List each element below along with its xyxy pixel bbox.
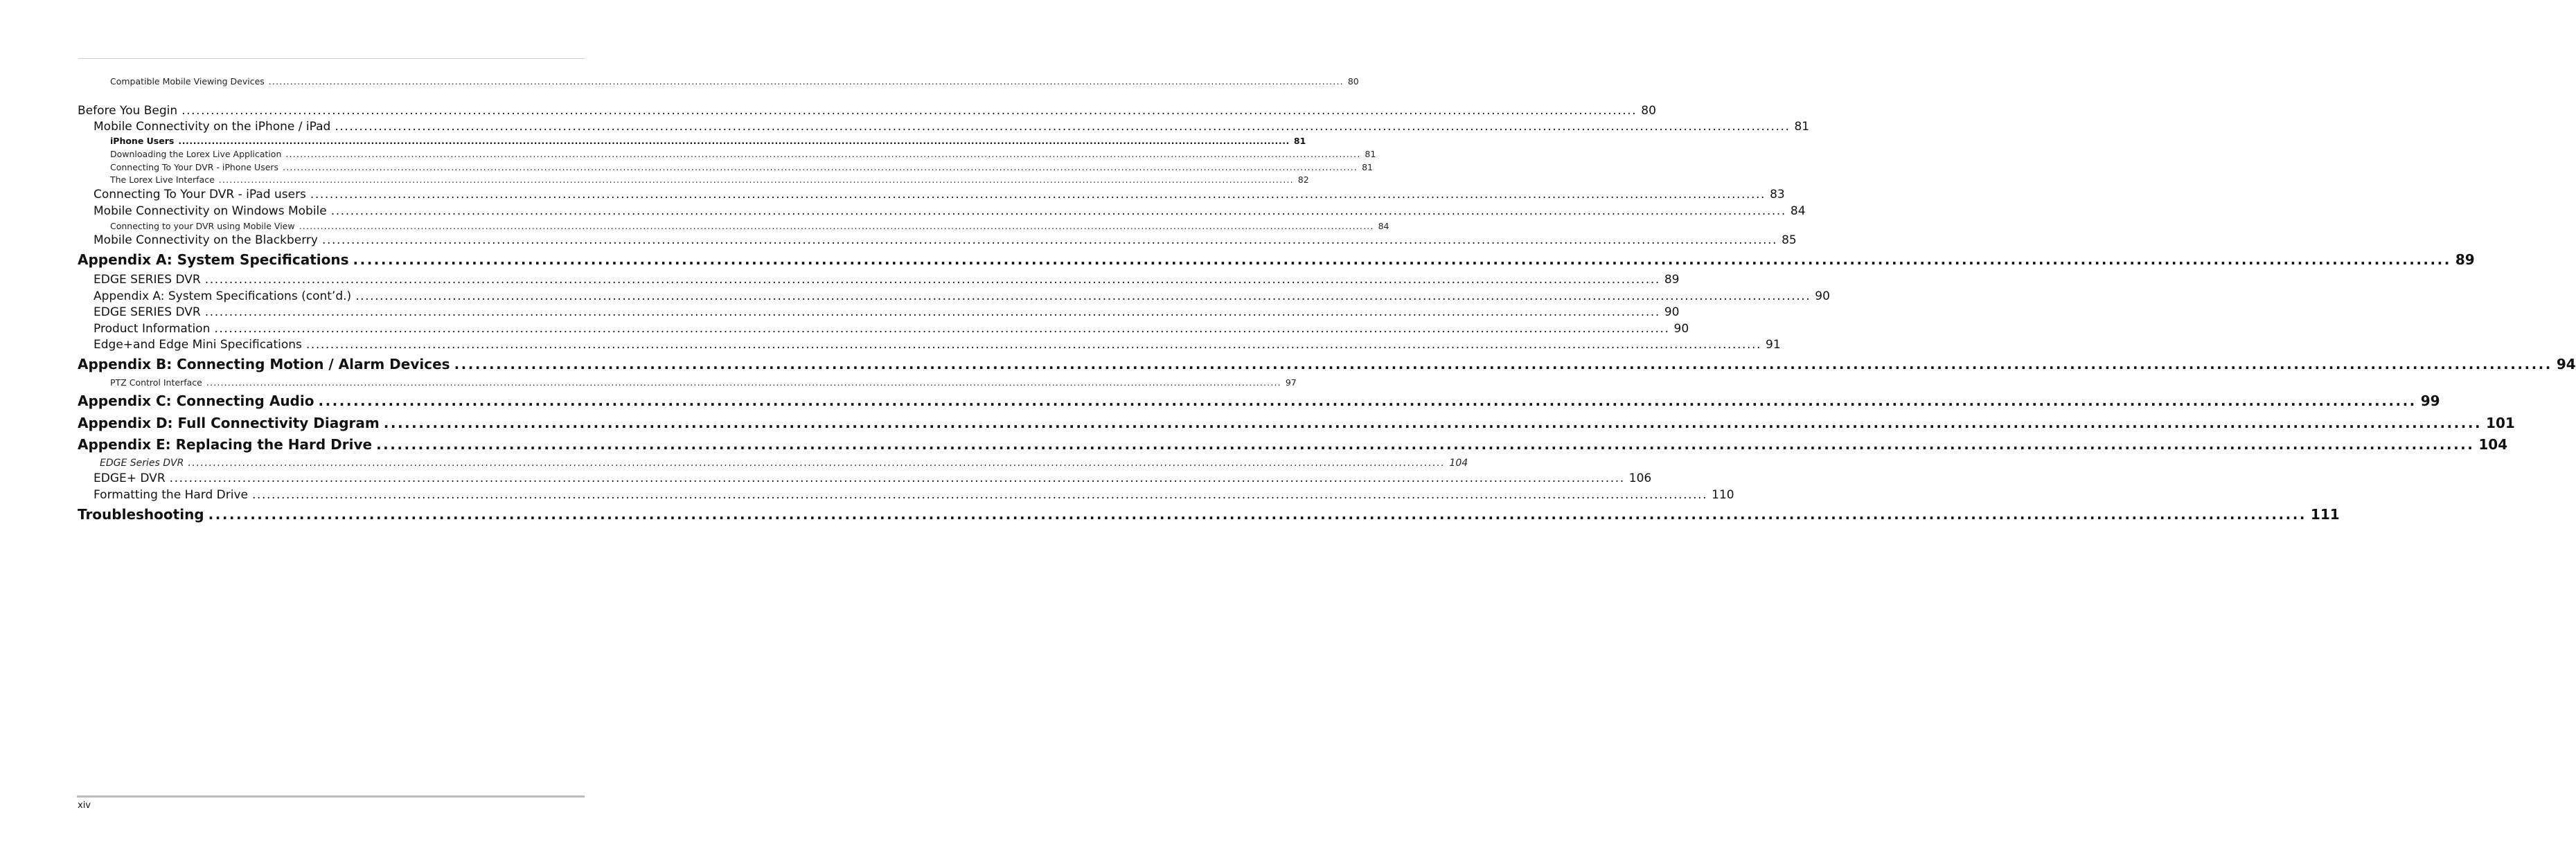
toc-entry-title: Appendix E: Replacing the Hard Drive bbox=[78, 436, 373, 453]
toc-entry-title: Downloading the Lorex Live Application bbox=[110, 149, 282, 159]
dot-leader: ............................................................................................................................................................................................................................................................................................................ bbox=[214, 322, 1670, 336]
toc-entry[interactable] bbox=[94, 322, 1689, 336]
toc-entry[interactable] bbox=[94, 120, 1810, 134]
toc-entry-title: Connecting To Your DVR - iPhone Users bbox=[110, 162, 279, 172]
toc-entry[interactable] bbox=[94, 188, 1785, 201]
toc-entry-title: PTZ Control Interface bbox=[110, 377, 202, 388]
toc-entry-title: Connecting To Your DVR - iPad users bbox=[94, 188, 306, 201]
toc-entry-page: 111 bbox=[2310, 506, 2340, 523]
toc-entry-title: Compatible Mobile Viewing Devices bbox=[110, 76, 265, 87]
dot-leader: ............................................................................................................................................................................................................................................................................................................ bbox=[268, 76, 1344, 87]
toc-entry[interactable] bbox=[94, 233, 1797, 247]
toc-entry-title: Product Information bbox=[94, 322, 211, 336]
toc-entry-page: 84 bbox=[1378, 221, 1389, 231]
toc-entry[interactable] bbox=[110, 221, 1389, 231]
toc-entry[interactable] bbox=[94, 204, 1806, 218]
dot-leader: ............................................................................................................................................................................................................................................................................................................ bbox=[169, 471, 1625, 485]
toc-entry-page: 110 bbox=[1712, 488, 1734, 502]
footer-rule bbox=[77, 795, 585, 798]
dot-leader: ............................................................................................................................................................................................................................................................................................................ bbox=[283, 162, 1358, 172]
toc-entry-title: EDGE+ DVR bbox=[94, 471, 166, 485]
toc-entry-title: Appendix A: System Specifications bbox=[78, 251, 349, 268]
toc-entry-page: 104 bbox=[1449, 458, 1468, 469]
toc-entry-title: Mobile Connectivity on Windows Mobile bbox=[94, 204, 327, 218]
toc-entry-page: 81 bbox=[1365, 149, 1376, 159]
dot-leader: ............................................................................................................................................................................................................................................................................................................ bbox=[321, 233, 1778, 247]
dot-leader: ............................................................................................................................................................................................................................................................................................................ bbox=[299, 221, 1374, 231]
toc-entry-page: 81 bbox=[1362, 162, 1373, 172]
toc-entry-title: EDGE SERIES DVR bbox=[94, 273, 201, 287]
dot-leader: ............................................................................................................................................................................................................................................................................................................ bbox=[208, 506, 2307, 523]
dot-leader: ............................................................................................................................................................................................................................................................................................................ bbox=[181, 104, 1637, 118]
toc-entry-title: Troubleshooting bbox=[78, 506, 204, 523]
dot-leader: ............................................................................................................................................................................................................................................................................................................ bbox=[310, 188, 1766, 201]
toc-entry-title: Connecting to your DVR using Mobile View bbox=[110, 221, 295, 231]
toc-entry[interactable] bbox=[110, 377, 1297, 388]
toc-entry[interactable] bbox=[78, 415, 2515, 431]
toc-entry-page: 80 bbox=[1641, 104, 1656, 118]
toc-entry-page: 84 bbox=[1790, 204, 1806, 218]
toc-entry[interactable] bbox=[100, 458, 1468, 469]
toc-entry-page: 104 bbox=[2478, 436, 2508, 453]
toc-entry-title: Appendix B: Connecting Motion / Alarm Devices bbox=[78, 356, 450, 372]
toc-entry-title: Edge+and Edge Mini Specifications bbox=[94, 338, 302, 352]
toc-entry-page: 97 bbox=[1285, 377, 1297, 388]
toc-entry[interactable] bbox=[78, 393, 2440, 409]
toc-entry[interactable] bbox=[110, 149, 1376, 159]
toc-entry[interactable] bbox=[94, 338, 1781, 352]
dot-leader: ............................................................................................................................................................................................................................................................................................................ bbox=[178, 136, 1290, 146]
toc-entry-page: 89 bbox=[2455, 251, 2475, 268]
toc-entry-page: 90 bbox=[1815, 289, 1830, 303]
toc-entry[interactable] bbox=[94, 289, 1830, 303]
toc-entry[interactable] bbox=[78, 104, 1656, 118]
toc-entry[interactable] bbox=[78, 356, 2576, 372]
dot-leader: ............................................................................................................................................................................................................................................................................................................ bbox=[335, 120, 1791, 134]
dot-leader: ............................................................................................................................................................................................................................................................................................................ bbox=[353, 251, 2451, 268]
toc-entry[interactable] bbox=[110, 136, 1306, 146]
dot-leader: ............................................................................................................................................................................................................................................................................................................ bbox=[218, 174, 1294, 185]
dot-leader: ............................................................................................................................................................................................................................................................................................................ bbox=[318, 393, 2417, 409]
dot-leader: ............................................................................................................................................................................................................................................................................................................ bbox=[204, 273, 1660, 287]
toc-entry[interactable] bbox=[78, 506, 2340, 523]
toc-entry-page: 99 bbox=[2420, 393, 2440, 409]
dot-leader: ............................................................................................................................................................................................................................................................................................................ bbox=[285, 149, 1361, 159]
toc-entry-page: 101 bbox=[2486, 415, 2515, 431]
toc-entry-page: 94 bbox=[2556, 356, 2576, 372]
toc-entry-title: Mobile Connectivity on the Blackberry bbox=[94, 233, 318, 247]
toc-entry-title: Appendix D: Full Connectivity Diagram bbox=[78, 415, 380, 431]
toc-entry-title: iPhone Users bbox=[110, 136, 175, 146]
dot-leader: ............................................................................................................................................................................................................................................................................................................ bbox=[204, 305, 1660, 319]
dot-leader: ............................................................................................................................................................................................................................................................................................................ bbox=[376, 436, 2475, 453]
dot-leader: ............................................................................................................................................................................................................................................................................................................ bbox=[251, 488, 1708, 502]
page-number: xiv bbox=[78, 800, 91, 811]
toc-entry-page: 81 bbox=[1293, 136, 1306, 146]
dot-leader: ............................................................................................................................................................................................................................................................................................................ bbox=[330, 204, 1786, 218]
toc-entry[interactable] bbox=[94, 305, 1680, 319]
dot-leader: ............................................................................................................................................................................................................................................................................................................ bbox=[383, 415, 2482, 431]
dot-leader: ............................................................................................................................................................................................................................................................................................................ bbox=[305, 338, 1762, 352]
toc-entry[interactable] bbox=[94, 471, 1652, 485]
toc-entry[interactable] bbox=[94, 488, 1734, 502]
toc-entry-title: Before You Begin bbox=[78, 104, 178, 118]
toc-entry[interactable] bbox=[110, 76, 1359, 87]
dot-leader: ............................................................................................................................................................................................................................................................................................................ bbox=[188, 458, 1446, 469]
toc-entry-page: 90 bbox=[1664, 305, 1680, 319]
toc-entry[interactable] bbox=[78, 251, 2475, 268]
dot-leader: ............................................................................................................................................................................................................................................................................................................ bbox=[206, 377, 1281, 388]
toc-entry-page: 89 bbox=[1664, 273, 1680, 287]
toc-entry-title: EDGE SERIES DVR bbox=[94, 305, 201, 319]
toc-entry-title: Appendix C: Connecting Audio bbox=[78, 393, 314, 409]
toc-entry-page: 82 bbox=[1297, 174, 1309, 185]
toc-entry-title: Appendix A: System Specifications (cont’d.) bbox=[94, 289, 352, 303]
toc-entry-title: Formatting the Hard Drive bbox=[94, 488, 248, 502]
dot-leader: ............................................................................................................................................................................................................................................................................................................ bbox=[454, 356, 2552, 372]
toc-entry[interactable] bbox=[94, 273, 1680, 287]
toc-entry-title: EDGE Series DVR bbox=[100, 458, 184, 469]
toc-entry-page: 80 bbox=[1347, 76, 1359, 87]
toc-entry-page: 83 bbox=[1770, 188, 1785, 201]
toc-entry-page: 91 bbox=[1766, 338, 1781, 352]
toc-entry-title: The Lorex Live Interface bbox=[110, 174, 215, 185]
toc-entry[interactable] bbox=[110, 162, 1373, 172]
toc-entry-page: 85 bbox=[1782, 233, 1797, 247]
toc-entry-page: 106 bbox=[1628, 471, 1652, 485]
toc-entry-title: Mobile Connectivity on the iPhone / iPad bbox=[94, 120, 331, 134]
toc-entry-page: 90 bbox=[1673, 322, 1689, 336]
toc-entry-page: 81 bbox=[1794, 120, 1810, 134]
toc-entry[interactable] bbox=[110, 174, 1309, 185]
toc-entry[interactable] bbox=[78, 436, 2508, 453]
dot-leader: ............................................................................................................................................................................................................................................................................................................ bbox=[355, 289, 1811, 303]
